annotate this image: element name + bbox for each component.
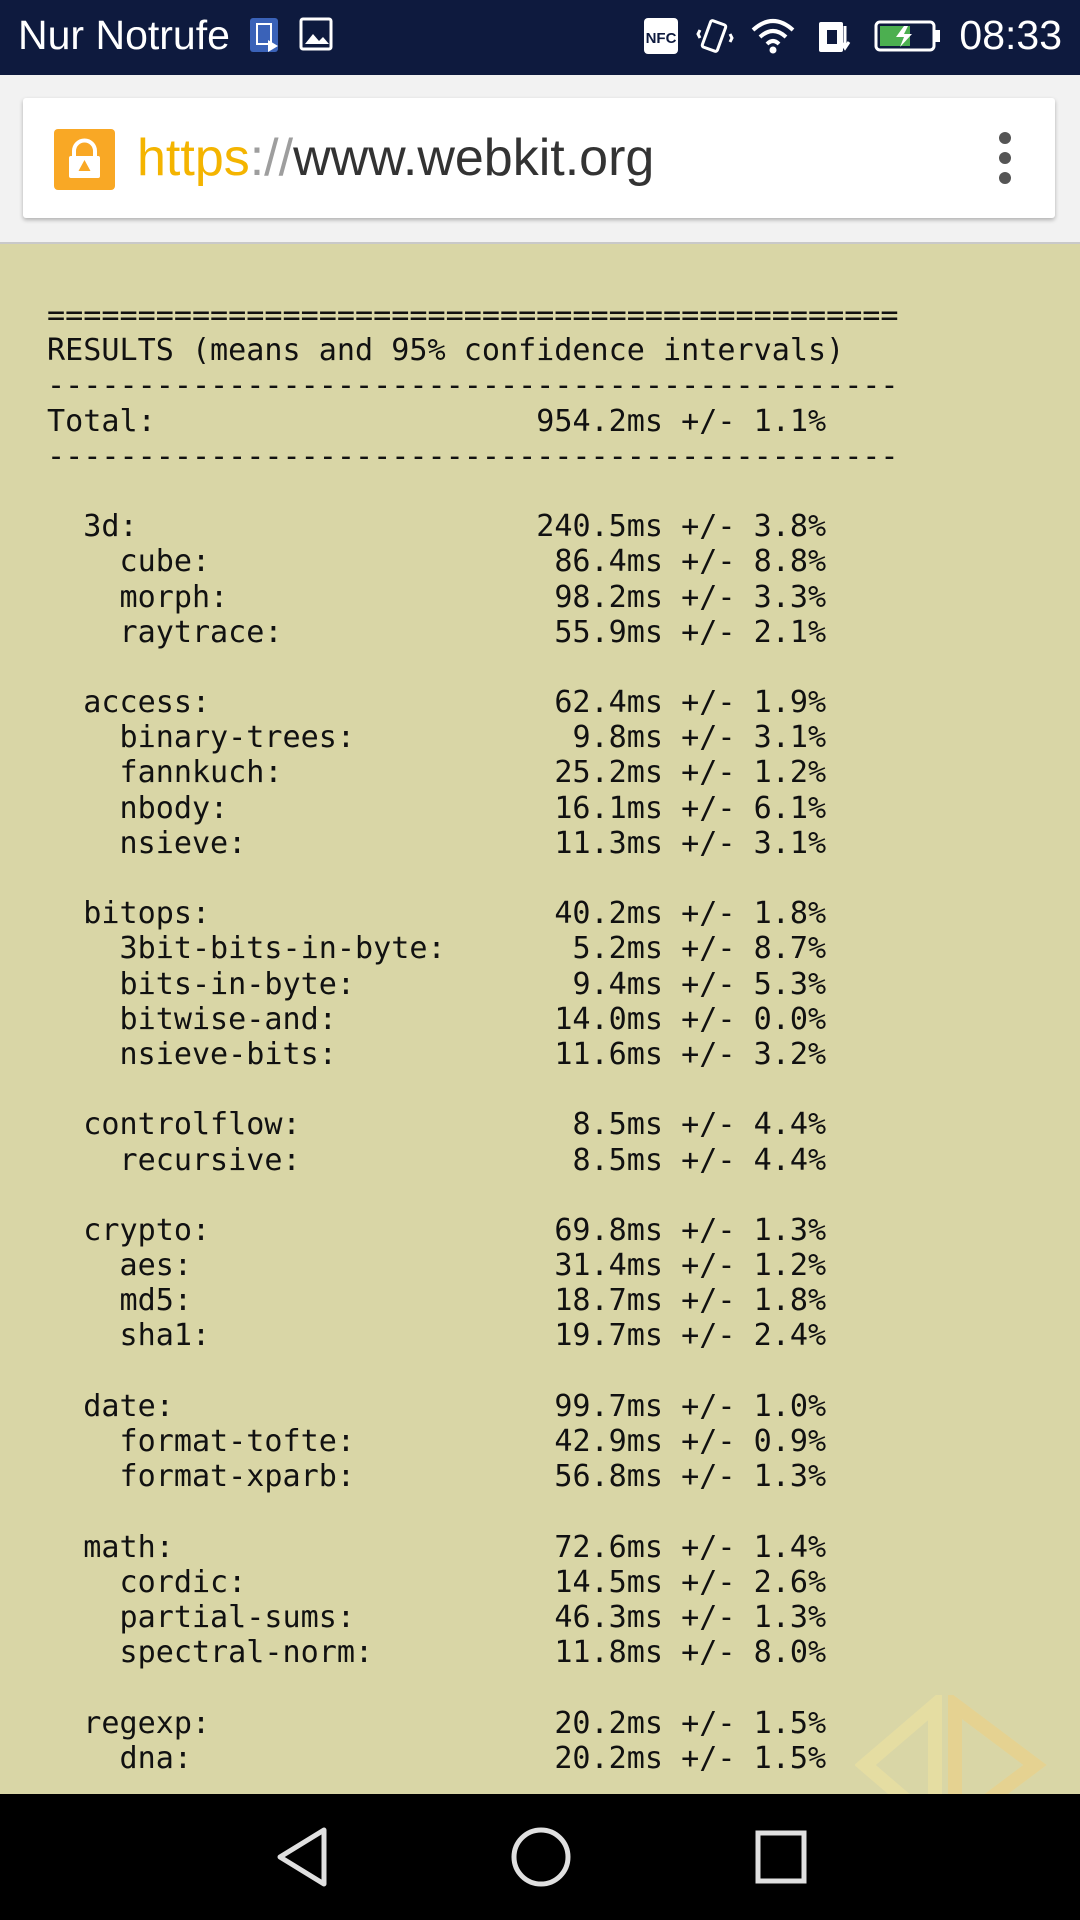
item-row xyxy=(47,580,1047,615)
group-row xyxy=(47,685,1047,720)
group-name: date: xyxy=(47,1388,174,1424)
group-name: controlflow: xyxy=(47,1107,301,1143)
item-value: 31.4ms +/- 1.2% xyxy=(554,1248,827,1284)
item-name: dna: xyxy=(47,1740,192,1776)
item-name: nbody: xyxy=(47,790,229,826)
item-name: nsieve: xyxy=(47,825,247,861)
group-row xyxy=(47,1107,1047,1142)
group-row xyxy=(47,896,1047,931)
item-row xyxy=(47,615,1047,650)
item-value: 9.4ms +/- 5.3% xyxy=(572,966,827,1002)
item-name: cordic: xyxy=(47,1564,247,1600)
item-value: 9.8ms +/- 3.1% xyxy=(572,720,827,756)
carrier-label: Nur Notrufe xyxy=(18,12,230,58)
total-row xyxy=(47,404,1047,439)
blank-line xyxy=(47,1178,1047,1213)
url-host: www.webkit.org xyxy=(293,129,655,187)
item-value: 56.8ms +/- 1.3% xyxy=(554,1459,827,1495)
svg-text:NFC: NFC xyxy=(645,30,677,47)
group-value: 62.4ms +/- 1.9% xyxy=(554,685,827,721)
group-row xyxy=(47,509,1047,544)
url-scheme: https xyxy=(137,129,250,187)
group-value: 8.5ms +/- 4.4% xyxy=(572,1107,827,1143)
item-value: 16.1ms +/- 6.1% xyxy=(554,790,827,826)
item-row xyxy=(47,1318,1047,1353)
group-name: math: xyxy=(47,1529,174,1565)
url-bar[interactable] xyxy=(23,98,1055,218)
group-name: bitops: xyxy=(47,896,211,932)
blank-line xyxy=(47,474,1047,509)
nfc-icon xyxy=(643,16,681,56)
group-name: regexp: xyxy=(47,1705,211,1741)
item-row xyxy=(47,1565,1047,1600)
sim-toolkit-icon xyxy=(248,16,282,56)
item-row xyxy=(47,967,1047,1002)
url-separator: :// xyxy=(249,129,294,187)
group-name: crypto: xyxy=(47,1212,211,1248)
item-value: 46.3ms +/- 1.3% xyxy=(554,1599,827,1635)
item-row xyxy=(47,755,1047,790)
item-name: morph: xyxy=(47,579,229,615)
item-row xyxy=(47,1248,1047,1283)
group-row xyxy=(47,1530,1047,1565)
item-name: raytrace: xyxy=(47,614,283,650)
dash-rule-bottom: ----------------------------------------------- xyxy=(47,438,899,474)
item-row xyxy=(47,1424,1047,1459)
results-heading: RESULTS (means and 95% confidence intervals) xyxy=(47,333,845,369)
item-value: 8.5ms +/- 4.4% xyxy=(572,1142,827,1178)
blank-line xyxy=(47,650,1047,685)
item-value: 11.3ms +/- 3.1% xyxy=(554,825,827,861)
wifi-icon xyxy=(750,16,796,56)
blank-line xyxy=(47,1354,1047,1389)
item-value: 11.6ms +/- 3.2% xyxy=(554,1036,827,1072)
group-value: 240.5ms +/- 3.8% xyxy=(536,509,827,545)
item-value: 98.2ms +/- 3.3% xyxy=(554,579,827,615)
item-row xyxy=(47,1283,1047,1318)
item-name: aes: xyxy=(47,1248,192,1284)
item-value: 5.2ms +/- 8.7% xyxy=(572,931,827,967)
browser-toolbar xyxy=(0,75,1080,244)
item-name: bits-in-byte: xyxy=(47,966,356,1002)
top-rule: =============================================== xyxy=(47,298,899,333)
battery-charging-icon xyxy=(874,16,944,56)
item-value: 14.5ms +/- 2.6% xyxy=(554,1564,827,1600)
group-value: 20.2ms +/- 1.5% xyxy=(554,1705,827,1741)
group-row xyxy=(47,1213,1047,1248)
vibrate-icon xyxy=(696,16,736,56)
group-name: 3d: xyxy=(47,509,138,545)
item-value: 20.2ms +/- 1.5% xyxy=(554,1740,827,1776)
item-row xyxy=(47,1037,1047,1072)
item-name: fannkuch: xyxy=(47,755,283,791)
item-name: recursive: xyxy=(47,1142,301,1178)
group-value: 40.2ms +/- 1.8% xyxy=(554,896,827,932)
clock: 08:33 xyxy=(959,12,1062,58)
group-value: 99.7ms +/- 1.0% xyxy=(554,1388,827,1424)
item-name: nsieve-bits: xyxy=(47,1036,337,1072)
item-row xyxy=(47,720,1047,755)
item-name: format-tofte: xyxy=(47,1424,356,1459)
item-row xyxy=(47,1600,1047,1635)
total-label: Total: xyxy=(47,403,156,439)
item-row xyxy=(47,1635,1047,1670)
results-groups xyxy=(47,474,1047,1776)
item-name: format-xparb: xyxy=(47,1459,356,1495)
item-value: 18.7ms +/- 1.8% xyxy=(554,1283,827,1319)
group-row xyxy=(47,1389,1047,1424)
item-value: 25.2ms +/- 1.2% xyxy=(554,755,827,791)
blank-line xyxy=(47,1072,1047,1107)
item-name: cube: xyxy=(47,544,211,580)
item-row xyxy=(47,1002,1047,1037)
navigation-bar xyxy=(0,1794,1080,1920)
item-row xyxy=(47,1143,1047,1178)
group-value: 69.8ms +/- 1.3% xyxy=(554,1212,827,1248)
data-sim-icon xyxy=(817,16,853,56)
item-value: 86.4ms +/- 8.8% xyxy=(554,544,827,580)
group-name: access: xyxy=(47,685,211,721)
item-name: sha1: xyxy=(47,1318,211,1354)
item-name: spectral-norm: xyxy=(47,1635,374,1671)
item-row xyxy=(47,1459,1047,1494)
overflow-menu-icon[interactable] xyxy=(995,132,1015,186)
back-icon[interactable] xyxy=(272,1824,332,1890)
item-name: bitwise-and: xyxy=(47,1001,337,1037)
item-value: 19.7ms +/- 2.4% xyxy=(554,1318,827,1354)
recents-icon[interactable] xyxy=(750,1824,812,1890)
item-value: 11.8ms +/- 8.0% xyxy=(554,1635,827,1671)
dash-rule-top: ----------------------------------------------- xyxy=(47,368,899,404)
item-name: binary-trees: xyxy=(47,720,356,756)
item-row xyxy=(47,791,1047,826)
blank-line xyxy=(47,861,1047,896)
item-name: 3bit-bits-in-byte: xyxy=(47,931,446,967)
blank-line xyxy=(47,1494,1047,1529)
item-row xyxy=(47,544,1047,579)
item-value: 42.9ms +/- 0.9% xyxy=(554,1424,827,1459)
item-value: 55.9ms +/- 2.1% xyxy=(554,614,827,650)
status-bar xyxy=(0,0,1080,75)
url-text[interactable] xyxy=(137,128,654,188)
results-output xyxy=(47,298,1047,1776)
image-icon xyxy=(298,16,336,54)
item-name: md5: xyxy=(47,1283,192,1319)
total-value: 954.2ms +/- 1.1% xyxy=(536,403,827,439)
item-value: 14.0ms +/- 0.0% xyxy=(554,1001,827,1037)
item-row xyxy=(47,931,1047,966)
item-name: partial-sums: xyxy=(47,1599,356,1635)
group-value: 72.6ms +/- 1.4% xyxy=(554,1529,827,1565)
home-icon[interactable] xyxy=(508,1824,574,1890)
lock-icon[interactable] xyxy=(54,129,115,190)
item-row xyxy=(47,826,1047,861)
